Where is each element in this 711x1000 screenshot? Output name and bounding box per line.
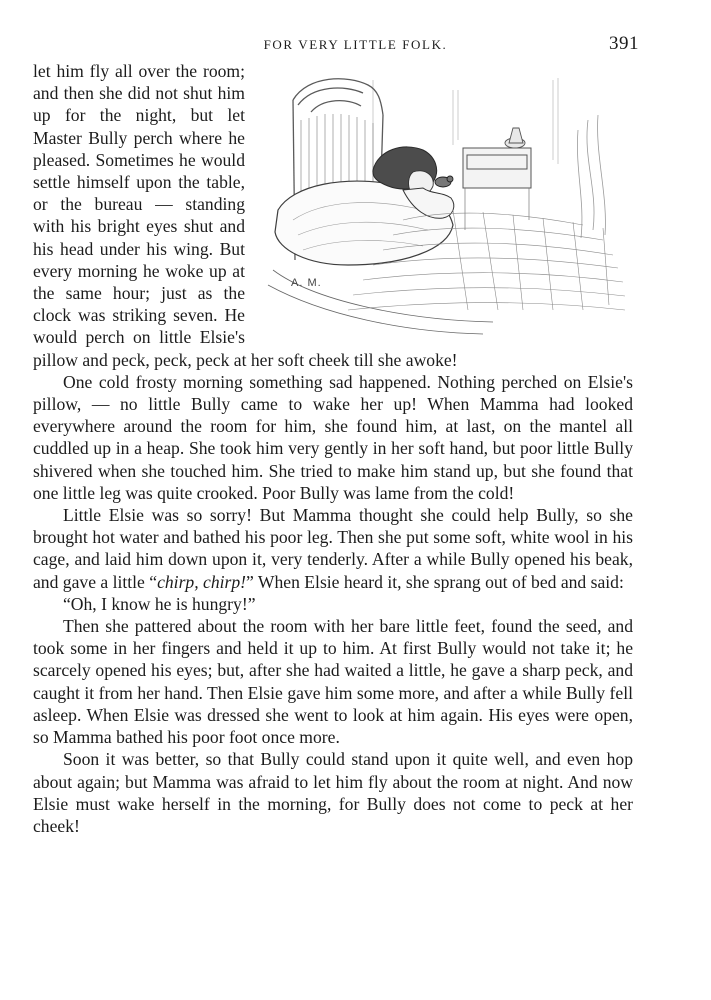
paragraph-6: Soon it was better, so that Bully could stand upon it quite well, and even hop about again; but Mamma was afraid to let him fly about the room at night. And now Elsie must wake herself in the morning, for Bully does not come to peck at her cheek! xyxy=(33,749,633,836)
sleeping-girl-illustration xyxy=(253,60,633,342)
page-header xyxy=(0,33,711,57)
illustration xyxy=(253,60,633,342)
paragraph-3-text-after: ” When Elsie heard it, she sprang out of bed and said: xyxy=(246,571,624,592)
paragraph-2: One cold frosty morning something sad happened. Nothing perched on Elsie's pillow, — no little Bully came to wake her up! When Mamma had looked everywhere around the room for him, she found him, at last, on the mantel all cuddled up in a heap. She took him very gently in her soft hand, but poor little Bully shivered when she touched him. She tried to make him stand up, but she found that one little leg was quite crooked. Poor Bully was lame from the cold! xyxy=(33,371,633,503)
story-text xyxy=(33,60,633,837)
paragraph-3-text-before: Little Elsie was so sorry! But Mamma thought she could help Bully, so she brought hot water and bathed his poor leg. Then she put some soft, white wool in his cage, and laid him down upon it, very tenderly. After a while Bully opened his beak, and gave a little “ xyxy=(33,505,633,592)
page-number: 391 xyxy=(609,33,639,54)
running-title: FOR VERY LITTLE FOLK. xyxy=(263,37,448,52)
paragraph-5: Then she pattered about the room with her bare little feet, found the seed, and took some in her fingers and held it up to him. At first Bully would not take it; he scarcely opened his eyes; but, after she had waited a little, he gave a sharp peck, and caught it from her hand. Then Elsie gave him some more, and after a while Bully fell asleep. When Elsie was dressed she went to look at him again. His eyes were open, so Mamma bathed his poor foot once more. xyxy=(33,616,633,748)
chirp-italic: chirp, chirp! xyxy=(157,571,247,592)
paragraph-4: “Oh, I know he is hungry!” xyxy=(63,593,256,614)
artist-initials: A. M. xyxy=(291,277,322,289)
paragraph-1 xyxy=(33,60,633,371)
paragraph-1-text: let him fly all over the room; and then she did not shut him up for the night, but let Master Bully perch where he pleased. Sometimes he would settle himself upon the table, or the bureau — standing with his bright eyes shut and his head under his wing. But every morning he woke up at the same hour; just as the clock was striking seven. He would perch on little Elsie's pillow and peck, peck, peck at her soft cheek till she awoke! xyxy=(33,61,458,370)
paragraph-3 xyxy=(33,504,633,593)
